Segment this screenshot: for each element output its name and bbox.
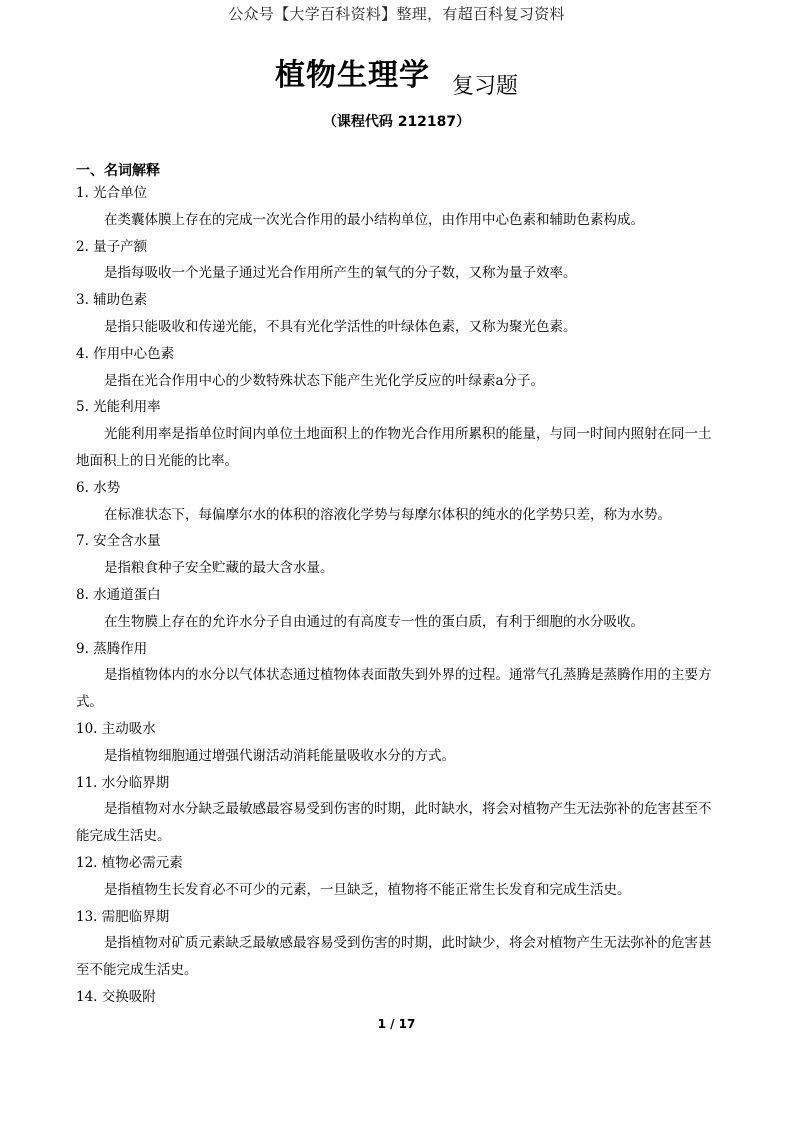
- definitions-list: [76, 180, 724, 1011]
- term-10: 10. 主动吸水: [76, 720, 156, 737]
- course-code: （课程代码 212187）: [322, 114, 471, 130]
- definition-2: 是指每吸收一个光量子通过光合作用所产生的氧气的分子数，又称为量子效率。: [104, 265, 577, 282]
- term-12: 12. 植物必需元素: [76, 854, 183, 871]
- term-5: 5. 光能利用率: [76, 399, 161, 416]
- page-number: 1 / 17: [377, 1017, 416, 1031]
- definition-7: 是指粮食种子安全贮藏的最大含水量。: [104, 560, 334, 577]
- title-sub: 复习题: [451, 74, 518, 99]
- definition-10: 是指植物细胞通过增强代谢活动消耗能量吸收水分的方式。: [104, 747, 455, 764]
- term-6: 6. 水势: [76, 479, 121, 496]
- definition-13: 是指植物对矿质元素缺乏最敏感最容易受到伤害的时期，此时缺少，将会对植物产生无法弥补的危害甚至不能完成生活史。: [76, 935, 712, 979]
- term-11: 11. 水分临界期: [76, 774, 170, 791]
- definition-3: 是指只能吸收和传递光能，不具有光化学活性的叶绿体色素，又称为聚光色素。: [104, 318, 577, 335]
- term-4: 4. 作用中心色素: [76, 345, 175, 362]
- definition-5: 光能利用率是指单位时间内单位土地面积上的作物光合作用所累积的能量，与同一时间内照射在同一土地面积上的日光能的比率。: [76, 426, 712, 469]
- term-3: 3. 辅助色素: [76, 292, 148, 309]
- definition-12: 是指植物生长发育必不可少的元素，一旦缺乏，植物将不能正常生长发育和完成生活史。: [104, 881, 631, 898]
- term-2: 2. 量子产额: [76, 238, 148, 255]
- definition-11: 是指植物对水分缺乏最敏感最容易受到伤害的时期，此时缺水，将会对植物产生无法弥补的危害甚至不能完成生活史。: [76, 801, 712, 845]
- term-13: 13. 需肥临界期: [76, 908, 170, 925]
- definition-1: 在类囊体膜上存在的完成一次光合作用的最小结构单位，由作用中心色素和辅助色素构成。: [104, 211, 644, 228]
- term-14: 14. 交换吸附: [76, 988, 156, 1005]
- definition-4: 是指在光合作用中心的少数特殊状态下能产生光化学反应的叶绿素a分子。: [104, 372, 545, 389]
- definition-8: 在生物膜上存在的允许水分子自由通过的有高度专一性的蛋白质，有利于细胞的水分吸收。: [104, 613, 644, 630]
- definition-9: 是指植物体内的水分以气体状态通过植物体表面散失到外界的过程。通常气孔蒸腾是蒸腾作用的主要方式。: [76, 667, 712, 711]
- definition-6: 在标准状态下，每偏摩尔水的体积的溶液化学势与每摩尔体积的纯水的化学势只差，称为水势。: [104, 506, 671, 523]
- document-title: [0, 50, 793, 99]
- term-1: 1. 光合单位: [76, 185, 148, 201]
- term-9: 9. 蒸腾作用: [76, 640, 148, 657]
- watermark-header: 公众号【大学百科资料】整理，有超百科复习资料: [228, 5, 565, 23]
- term-8: 8. 水通道蛋白: [76, 586, 161, 603]
- title-main: 植物生理学: [274, 58, 430, 93]
- term-7: 7. 安全含水量: [76, 533, 161, 550]
- section-heading: 一、名词解释: [76, 163, 160, 179]
